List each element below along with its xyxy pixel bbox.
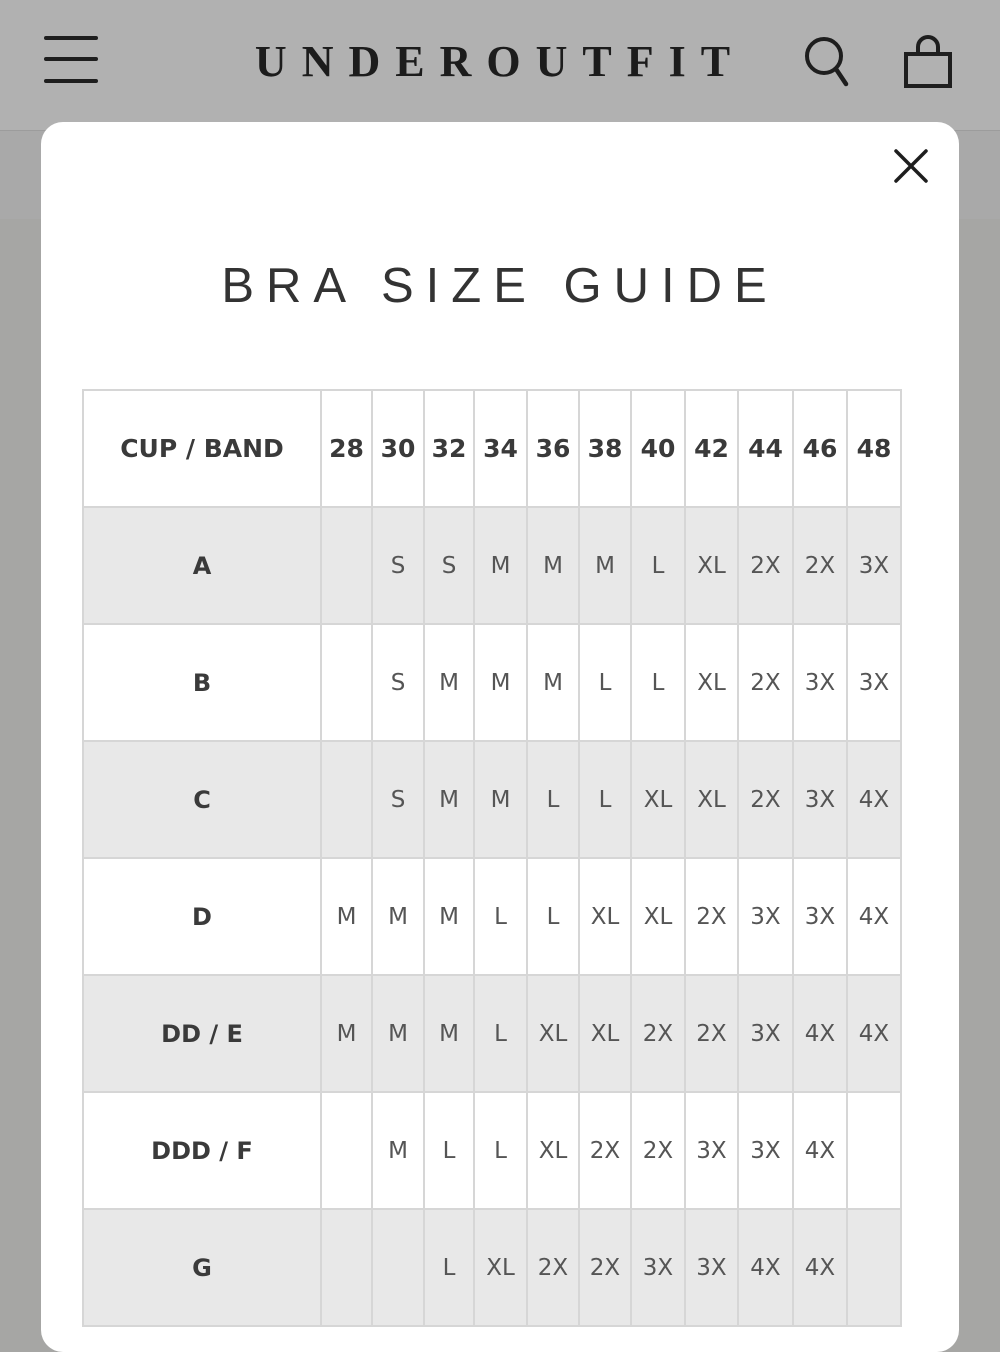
size-cell [321,507,372,624]
size-cell: 2X [579,1092,631,1209]
size-cell: L [579,624,631,741]
band-header: 38 [579,390,631,507]
band-header: 36 [527,390,579,507]
size-cell: 3X [847,624,901,741]
cup-label: C [83,741,321,858]
brand-logo[interactable]: UNDEROUTFIT [254,37,746,86]
cup-label: A [83,507,321,624]
size-cell: S [424,507,474,624]
size-cell: XL [631,858,685,975]
size-cell: 2X [685,858,738,975]
cup-band-header: CUP / BAND [83,390,321,507]
size-cell: XL [685,507,738,624]
size-table-body [83,507,901,1326]
close-icon[interactable] [893,148,929,184]
size-cell: M [579,507,631,624]
size-cell: XL [527,1092,579,1209]
size-cell [321,624,372,741]
size-cell: 3X [793,741,847,858]
size-cell: 2X [631,1092,685,1209]
site-header [0,0,1000,131]
size-cell: L [424,1209,474,1326]
size-cell: 2X [631,975,685,1092]
size-cell: 2X [579,1209,631,1326]
size-cell: 3X [793,624,847,741]
size-cell: S [372,624,424,741]
band-header: 34 [474,390,527,507]
size-cell: 3X [738,1092,793,1209]
table-row [83,858,901,975]
table-row [83,1209,901,1326]
table-row [83,1092,901,1209]
size-cell: 3X [631,1209,685,1326]
size-cell: M [321,858,372,975]
band-header: 46 [793,390,847,507]
size-cell: XL [527,975,579,1092]
size-cell: L [474,975,527,1092]
size-cell: 2X [738,741,793,858]
size-cell: M [527,507,579,624]
size-cell [321,1209,372,1326]
modal-title: BRA SIZE GUIDE [221,259,779,313]
search-icon[interactable] [804,34,850,88]
size-cell: M [372,858,424,975]
size-cell: 4X [793,1209,847,1326]
size-cell: 3X [685,1092,738,1209]
hamburger-menu-icon[interactable] [44,36,98,86]
size-cell: M [372,975,424,1092]
size-cell: 4X [738,1209,793,1326]
size-cell: 4X [847,975,901,1092]
shopping-bag-icon[interactable] [902,34,954,90]
size-cell: XL [579,858,631,975]
table-row [83,624,901,741]
size-cell: L [631,507,685,624]
cup-label: DDD / F [83,1092,321,1209]
size-cell: 2X [793,507,847,624]
size-cell: M [424,624,474,741]
size-cell [372,1209,424,1326]
size-cell: L [579,741,631,858]
size-cell: 2X [527,1209,579,1326]
size-cell: 3X [685,1209,738,1326]
size-cell: S [372,741,424,858]
size-cell: 2X [738,507,793,624]
size-cell: 3X [793,858,847,975]
band-header: 32 [424,390,474,507]
size-cell [847,1209,901,1326]
size-cell: 3X [738,858,793,975]
cup-label: DD / E [83,975,321,1092]
size-cell: M [527,624,579,741]
table-row [83,741,901,858]
band-header: 40 [631,390,685,507]
table-header-row [83,390,901,507]
size-cell: L [527,858,579,975]
size-cell: M [424,975,474,1092]
size-cell [321,741,372,858]
cup-label: G [83,1209,321,1326]
size-cell: S [372,507,424,624]
size-cell: L [474,858,527,975]
size-cell: XL [685,741,738,858]
size-table [82,389,902,1327]
size-cell: M [321,975,372,1092]
size-cell: 2X [738,624,793,741]
size-guide-modal [41,122,959,1352]
cup-label: D [83,858,321,975]
size-cell: M [372,1092,424,1209]
size-cell: L [424,1092,474,1209]
size-cell: 3X [738,975,793,1092]
size-cell: M [474,624,527,741]
size-cell: 4X [793,1092,847,1209]
size-cell: 4X [847,741,901,858]
band-header: 30 [372,390,424,507]
size-cell [321,1092,372,1209]
size-cell: XL [579,975,631,1092]
band-header: 42 [685,390,738,507]
cup-label: B [83,624,321,741]
size-cell: 2X [685,975,738,1092]
size-cell: M [424,741,474,858]
band-header: 44 [738,390,793,507]
size-cell [847,1092,901,1209]
size-cell: L [527,741,579,858]
size-cell: 4X [847,858,901,975]
size-cell: XL [474,1209,527,1326]
size-cell: 4X [793,975,847,1092]
size-cell: M [474,741,527,858]
size-cell: XL [631,741,685,858]
size-cell: L [631,624,685,741]
band-header: 28 [321,390,372,507]
table-row [83,507,901,624]
size-cell: L [474,1092,527,1209]
size-cell: 3X [847,507,901,624]
band-header: 48 [847,390,901,507]
size-cell: M [474,507,527,624]
size-cell: XL [685,624,738,741]
table-row [83,975,901,1092]
size-cell: M [424,858,474,975]
